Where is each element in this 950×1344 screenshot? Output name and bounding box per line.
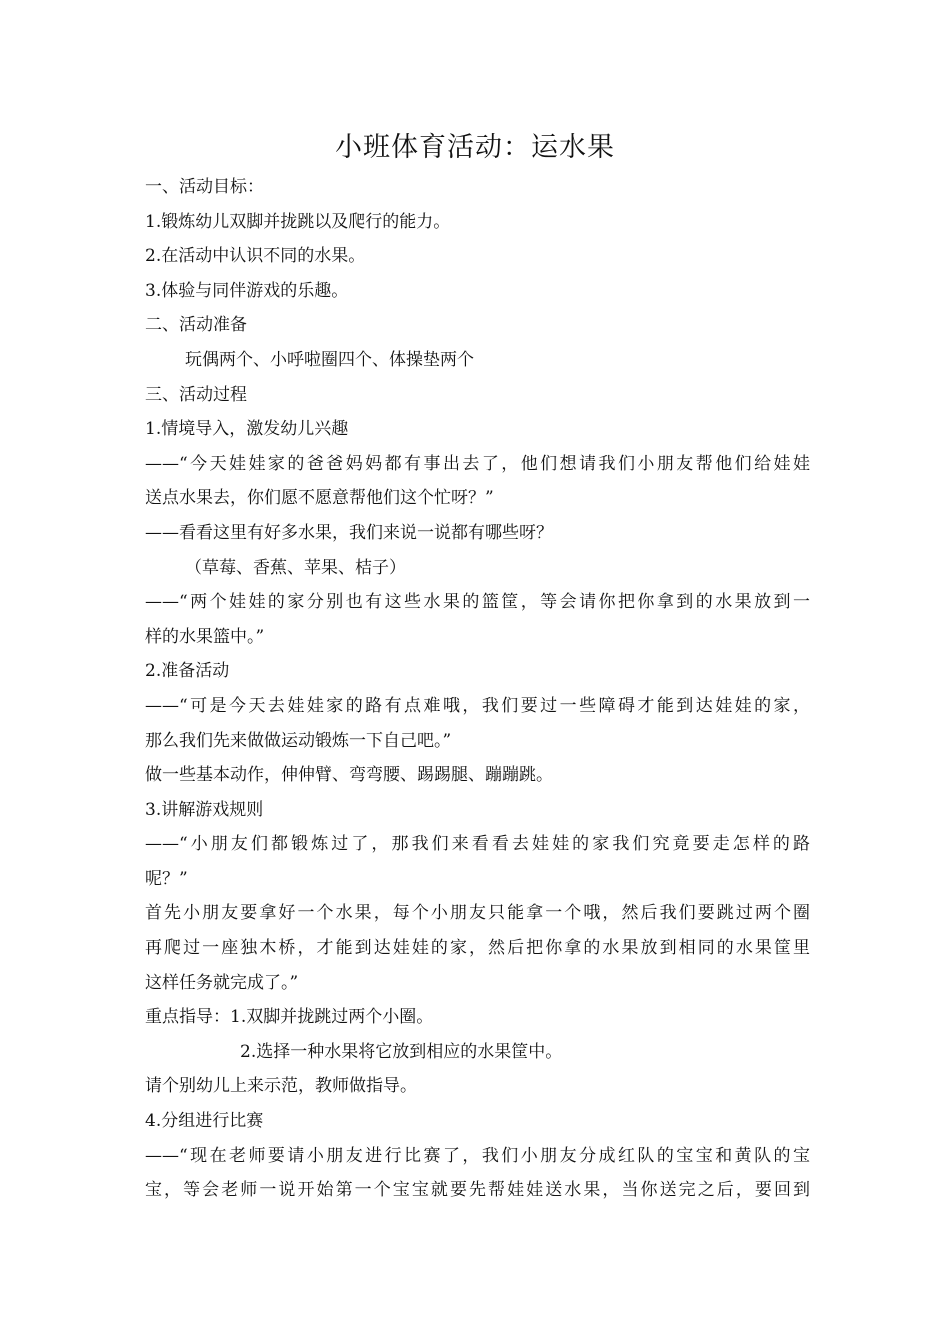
text-line: 2.选择一种水果将它放到相应的水果筐中。 (240, 1041, 563, 1062)
text-line: 1.锻炼幼儿双脚并拢跳以及爬行的能力。 (145, 211, 451, 232)
text-line: 这样任务就完成了。” (145, 972, 299, 993)
text-line: 4.分组进行比赛 (145, 1111, 264, 1132)
text-line: ——看看这里有好多水果，我们来说一说都有哪些呀？ (145, 522, 553, 543)
text-line: ——“两个娃娃的家分别也有这些水果的篮筐，等会请你把你拿到的水果放到一 (145, 592, 810, 613)
text-line: 1.情境导入，激发幼儿兴趣 (145, 419, 349, 440)
text-line: ——“今天娃娃家的爸爸妈妈都有事出去了，他们想请我们小朋友帮他们给娃娃 (145, 453, 810, 474)
text-line: 一、活动目标： (145, 177, 264, 197)
text-line: 3.讲解游戏规则 (145, 799, 264, 820)
text-line: 样的水果篮中。” (145, 626, 265, 647)
text-line: 二、活动准备 (145, 315, 247, 336)
text-line: 2.准备活动 (145, 661, 230, 682)
text-line: （草莓、香蕉、苹果、桔子） (185, 557, 406, 578)
text-line: 首先小朋友要拿好一个水果，每个小朋友只能拿一个哦，然后我们要跳过两个圈 (145, 903, 810, 924)
text-line: 送点水果去，你们愿不愿意帮他们这个忙呀？” (145, 488, 494, 509)
text-line: 请个别幼儿上来示范，教师做指导。 (145, 1076, 417, 1097)
text-line: 做一些基本动作，伸伸臂、弯弯腰、踢踢腿、蹦蹦跳。 (145, 765, 553, 786)
text-line: 三、活动过程 (145, 384, 247, 405)
text-line: ——“可是今天去娃娃家的路有点难哦，我们要过一些障碍才能到达娃娃的家， (145, 695, 810, 716)
text-line: 2.在活动中认识不同的水果。 (145, 246, 366, 267)
text-line: 再爬过一座独木桥，才能到达娃娃的家，然后把你拿的水果放到相同的水果筐里 (145, 938, 810, 959)
document-title: 小班体育活动：运水果 (335, 132, 615, 163)
document-body (145, 170, 810, 1208)
text-line: 玩偶两个、小呼啦圈四个、体操垫两个 (185, 349, 474, 370)
text-line: ——“现在老师要请小朋友进行比赛了，我们小朋友分成红队的宝宝和黄队的宝 (145, 1145, 810, 1166)
text-line: ——“小朋友们都锻炼过了，那我们来看看去娃娃的家我们究竟要走怎样的路 (145, 834, 810, 855)
text-line: 重点指导：1.双脚并拢跳过两个小圈。 (145, 1007, 434, 1028)
text-line: 宝，等会老师一说开始第一个宝宝就要先帮娃娃送水果，当你送完之后，要回到 (145, 1180, 810, 1201)
text-line: 呢？” (145, 868, 188, 889)
text-line: 3.体验与同伴游戏的乐趣。 (145, 280, 349, 301)
text-line: 那么我们先来做做运动锻炼一下自己吧。” (145, 730, 452, 751)
